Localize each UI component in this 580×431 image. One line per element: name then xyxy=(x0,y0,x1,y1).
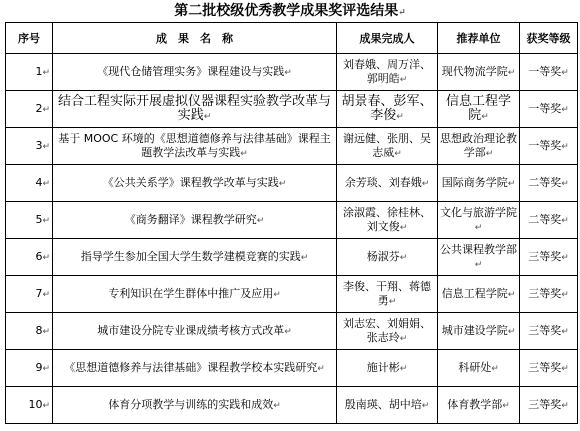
header-recommending-unit: 推荐单位 xyxy=(438,23,520,54)
cell-completers: 刘春娥、周万洋、郭明皓↵ xyxy=(337,54,438,91)
paragraph-mark-icon: ↵ xyxy=(394,148,402,159)
paragraph-mark-icon: ↵ xyxy=(561,104,569,115)
paragraph-mark-icon: ↵ xyxy=(561,400,569,411)
paragraph-mark-icon: ↵ xyxy=(42,400,50,411)
cell-completers: 谢远健、张朋、吴志威↵ xyxy=(337,128,438,165)
table-row xyxy=(6,276,578,313)
paragraph-mark-icon: ↵ xyxy=(42,252,50,263)
paragraph-mark-icon: ↵ xyxy=(561,289,569,300)
cell-award-level: 三等奖↵ xyxy=(520,313,578,350)
table-row xyxy=(6,128,578,165)
paragraph-mark-icon: ↵ xyxy=(502,400,510,411)
cell-award-level: 二等奖↵ xyxy=(520,202,578,239)
cell-award-level: 一等奖↵ xyxy=(520,91,578,128)
paragraph-mark-icon: ↵ xyxy=(273,400,281,411)
header-award-level: 获奖等级 xyxy=(520,23,578,54)
paragraph-mark-icon: ↵ xyxy=(561,215,569,226)
cell-achievement-name: 《商务翻译》课程教学研究↵ xyxy=(53,202,337,239)
paragraph-mark-icon: ↵ xyxy=(561,141,569,152)
paragraph-mark-icon: ↵ xyxy=(396,111,404,122)
cell-recommending-unit: 思想政治理论教学部↵ xyxy=(438,128,520,165)
paragraph-mark-icon: ↵ xyxy=(42,104,50,115)
cell-completers: 施计彬↵ xyxy=(337,350,438,387)
paragraph-mark-icon: ↵ xyxy=(399,333,408,344)
paragraph-mark-icon: ↵ xyxy=(485,148,494,159)
cell-recommending-unit: 现代物流学院↵ xyxy=(438,54,520,91)
cell-completers: 余芳琰、刘春娥↵ xyxy=(337,165,438,202)
cell-serial: 6↵ xyxy=(6,239,53,276)
cell-completers: 胡景春、彭军、李俊↵ xyxy=(337,91,438,128)
cell-recommending-unit: 国际商务学院↵ xyxy=(438,165,520,202)
cell-recommending-unit: 文化与旅游学院↵ xyxy=(438,202,520,239)
cell-serial: 5↵ xyxy=(6,202,53,239)
header-achievement-name: 成 果 名 称 xyxy=(53,23,337,54)
cell-completers: 杨淑芬↵ xyxy=(337,239,438,276)
paragraph-mark-icon: ↵ xyxy=(278,178,287,189)
paragraph-mark-icon: ↵ xyxy=(507,289,516,300)
cell-completers: 殷南瑛、胡中培↵ xyxy=(337,387,438,424)
table-row xyxy=(6,387,578,424)
paragraph-mark-icon: ↵ xyxy=(399,222,408,233)
paragraph-mark-icon: ↵ xyxy=(42,67,50,78)
cell-recommending-unit: 公共课程教学部↵ xyxy=(438,239,520,276)
paragraph-mark-icon: ↵ xyxy=(399,74,408,85)
paragraph-mark-icon: ↵ xyxy=(507,178,516,189)
paragraph-mark-icon: ↵ xyxy=(300,252,309,263)
cell-serial: 1↵ xyxy=(6,54,53,91)
paragraph-mark-icon: ↵ xyxy=(42,326,50,337)
table-body xyxy=(6,54,578,424)
cell-serial: 3↵ xyxy=(6,128,53,165)
cell-serial: 2↵ xyxy=(6,91,53,128)
paragraph-mark-icon: ↵ xyxy=(561,67,569,78)
cell-achievement-name: 基于 MOOC 环境的《思想道德修养与法律基础》课程主题教学法改革与实践↵ xyxy=(53,128,337,165)
paragraph-mark-icon: ↵ xyxy=(561,326,569,337)
cell-award-level: 二等奖↵ xyxy=(520,165,578,202)
paragraph-mark-icon: ↵ xyxy=(240,148,248,159)
paragraph-mark-icon: ↵ xyxy=(317,363,325,374)
paragraph-mark-icon: ↵ xyxy=(481,111,489,122)
cell-award-level: 一等奖↵ xyxy=(520,54,578,91)
paragraph-mark-icon: ↵ xyxy=(421,400,430,411)
cell-achievement-name: 《现代仓储管理实务》课程建设与实践↵ xyxy=(53,54,337,91)
paragraph-mark-icon: ↵ xyxy=(42,289,50,300)
cell-recommending-unit: 体育教学部↵ xyxy=(438,387,520,424)
cell-completers: 涂淑霞、徐桂林、刘文俊↵ xyxy=(337,202,438,239)
cell-achievement-name: 城市建设分院专业课成绩考核方式改革↵ xyxy=(53,313,337,350)
document-title: 第二批校级优秀教学成果奖评选结果↵ xyxy=(174,3,406,19)
table-row xyxy=(6,54,578,91)
cell-achievement-name: 指导学生参加全国大学生数学建模竞赛的实践↵ xyxy=(53,239,337,276)
paragraph-mark-icon: ↵ xyxy=(399,363,408,374)
cell-achievement-name: 《公共关系学》课程教学改革与实践↵ xyxy=(53,165,337,202)
table-row xyxy=(6,350,578,387)
paragraph-mark-icon: ↵ xyxy=(507,326,516,337)
paragraph-mark-icon: ↵ xyxy=(421,178,430,189)
paragraph-mark-icon: ↵ xyxy=(507,67,516,78)
cell-achievement-name: 专利知识在学生群体中推广及应用↵ xyxy=(53,276,337,313)
paragraph-mark-icon: ↵ xyxy=(474,222,483,233)
paragraph-mark-icon: ↵ xyxy=(399,252,408,263)
paragraph-mark-icon: ↵ xyxy=(561,363,569,374)
paragraph-mark-icon: ↵ xyxy=(42,178,50,189)
cell-serial: 9↵ xyxy=(6,350,53,387)
paragraph-mark-icon: ↵ xyxy=(474,259,483,270)
table-row xyxy=(6,313,578,350)
cell-serial: 4↵ xyxy=(6,165,53,202)
cell-award-level: 一等奖↵ xyxy=(520,128,578,165)
cell-achievement-name: 结合工程实际开展虚拟仪器课程实验教学改革与实践↵ xyxy=(53,91,337,128)
cell-award-level: 三等奖↵ xyxy=(520,239,578,276)
paragraph-mark-icon: ↵ xyxy=(561,178,569,189)
cell-serial: 10↵ xyxy=(6,387,53,424)
table-row xyxy=(6,202,578,239)
cell-award-level: 三等奖↵ xyxy=(520,387,578,424)
cell-recommending-unit: 科研处↵ xyxy=(438,350,520,387)
paragraph-mark-icon: ↵ xyxy=(42,141,50,152)
cell-achievement-name: 《思想道德修养与法律基础》课程教学校本实践研究↵ xyxy=(53,350,337,387)
cell-recommending-unit: 信息工程学院↵ xyxy=(438,276,520,313)
cell-achievement-name: 体育分项教学与训练的实践和成效↵ xyxy=(53,387,337,424)
table-row xyxy=(6,239,578,276)
cell-recommending-unit: 信息工程学院↵ xyxy=(438,91,520,128)
table-header-row xyxy=(6,23,578,54)
paragraph-mark-icon: ↵ xyxy=(561,252,569,263)
results-table xyxy=(5,22,578,424)
cell-serial: 8↵ xyxy=(6,313,53,350)
table-row xyxy=(6,165,578,202)
paragraph-mark-icon: ↵ xyxy=(398,8,406,18)
paragraph-mark-icon: ↵ xyxy=(42,363,50,374)
paragraph-mark-icon: ↵ xyxy=(256,215,265,226)
cell-completers: 刘志宏、刘娟娟、张志玲↵ xyxy=(337,313,438,350)
paragraph-mark-icon: ↵ xyxy=(203,111,212,122)
cell-serial: 7↵ xyxy=(6,276,53,313)
cell-completers: 李俊、干翔、蒋德勇↵ xyxy=(337,276,438,313)
table-row xyxy=(6,91,578,128)
paragraph-mark-icon: ↵ xyxy=(273,289,281,300)
header-serial: 序号 xyxy=(6,23,53,54)
paragraph-mark-icon: ↵ xyxy=(491,363,499,374)
paragraph-mark-icon: ↵ xyxy=(42,215,50,226)
paragraph-mark-icon: ↵ xyxy=(388,296,397,307)
cell-recommending-unit: 城市建设学院↵ xyxy=(438,313,520,350)
cell-award-level: 三等奖↵ xyxy=(520,350,578,387)
paragraph-mark-icon: ↵ xyxy=(284,326,292,337)
paragraph-mark-icon: ↵ xyxy=(284,67,292,78)
cell-award-level: 三等奖↵ xyxy=(520,276,578,313)
header-completers: 成果完成人 xyxy=(337,23,438,54)
